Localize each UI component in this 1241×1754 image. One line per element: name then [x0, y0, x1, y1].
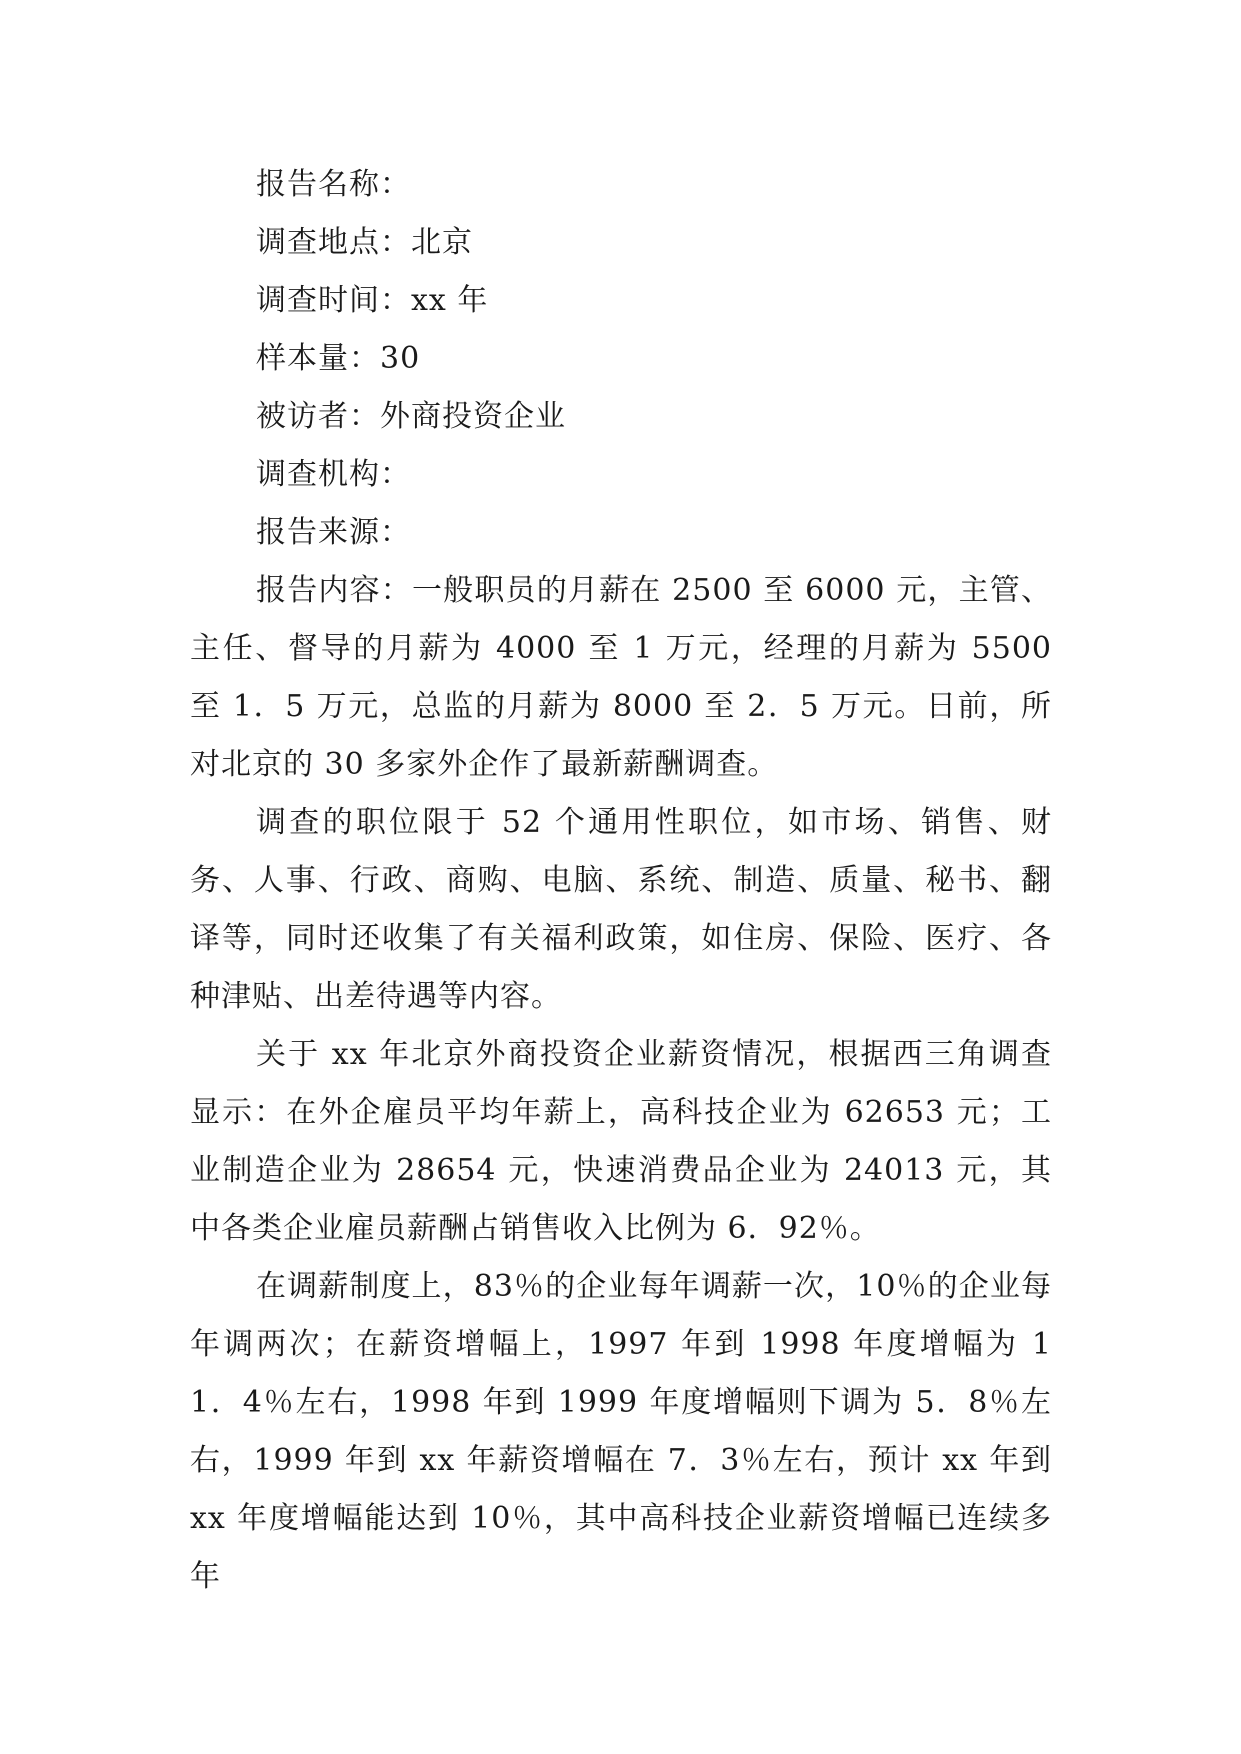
paragraph-salary-findings: 关于 xx 年北京外商投资企业薪资情况，根据西三角调查显示：在外企雇员平均年薪上，高科技企业为 62653 元；工业制造企业为 28654 元，快速消费品企业为 24013 元，其中各类企业雇员薪酬占销售收入比例为 6．92％。: [190, 1037, 1052, 1246]
paragraph-salary-adjustment: 在调薪制度上，83％的企业每年调薪一次，10％的企业每年调两次；在薪资增幅上，1997 年到 1998 年度增幅为 11．4％左右，1998 年到 1999 年度增幅则下调为 5．8％左右，1999 年到 xx 年薪资增幅在 7．3％左右，预计 xx 年到 xx 年度增幅能达到 10％，其中高科技企业薪资增幅已连续多年: [190, 1269, 1052, 1594]
meta-survey-location: [190, 214, 1052, 272]
meta-sample-size: [190, 330, 1052, 388]
meta-report-name: [190, 156, 1052, 214]
meta-survey-agency: [190, 446, 1052, 504]
meta-label: 报告名称：: [256, 167, 411, 202]
meta-label: 被访者：: [256, 399, 380, 434]
meta-value: 30: [380, 341, 421, 376]
meta-label: 样本量：: [256, 341, 380, 376]
meta-survey-time: [190, 272, 1052, 330]
meta-value: xx 年: [411, 283, 489, 318]
meta-label: 调查时间：: [256, 283, 411, 318]
meta-label: 调查地点：: [256, 225, 411, 260]
meta-respondents: [190, 388, 1052, 446]
meta-label: 调查机构：: [256, 457, 411, 492]
document-body: [190, 156, 1052, 1606]
meta-report-source: [190, 504, 1052, 562]
meta-value: 外商投资企业: [380, 399, 566, 434]
paragraph-report-content: 报告内容：一般职员的月薪在 2500 至 6000 元，主管、主任、督导的月薪为 4000 至 1 万元，经理的月薪为 5500 至 1．5 万元，总监的月薪为 8000 至 2．5 万元。日前，所对北京的 30 多家外企作了最新薪酬调查。: [190, 573, 1052, 782]
meta-label: 报告来源：: [256, 515, 411, 550]
paragraph-survey-positions: 调查的职位限于 52 个通用性职位，如市场、销售、财务、人事、行政、商购、电脑、系统、制造、质量、秘书、翻译等，同时还收集了有关福利政策，如住房、保险、医疗、各种津贴、出差待遇等内容。: [190, 805, 1052, 1014]
meta-value: 北京: [411, 225, 473, 260]
